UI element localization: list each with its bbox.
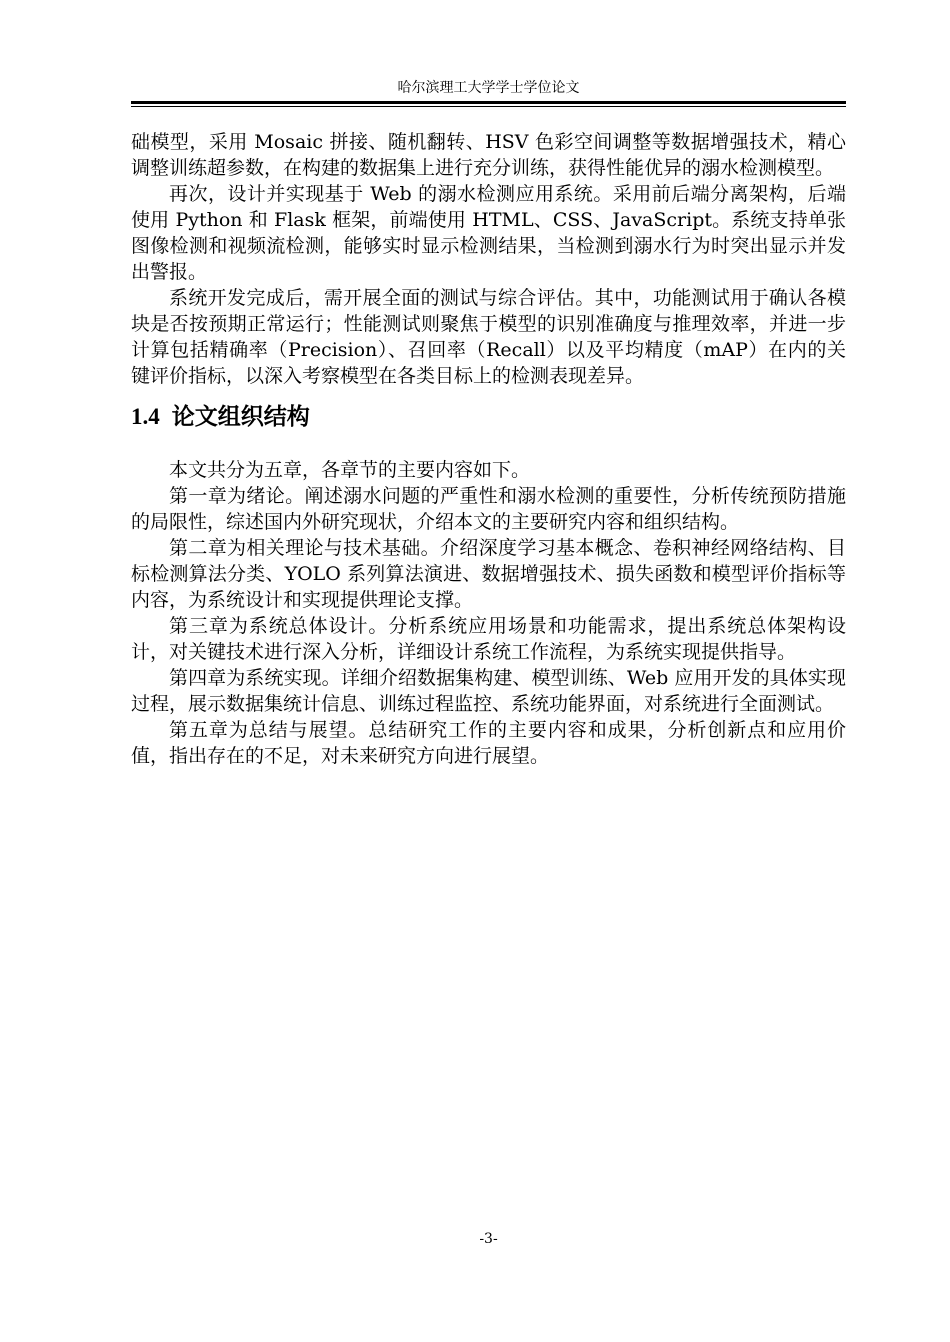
paragraph-chapter-4: 第四章为系统实现。详细介绍数据集构建、模型训练、Web 应用开发的具体实现过程，展示数据集统计信息、训练过程监控、系统功能界面，对系统进行全面测试。 xyxy=(131,667,846,715)
section-heading xyxy=(131,399,846,435)
header-rule-thick xyxy=(131,101,846,104)
paragraph-testing: 系统开发完成后，需开展全面的测试与综合评估。其中，功能测试用于确认各模块是否按预期正常运行；性能测试则聚焦于模型的识别准确度与推理效率，并进一步计算包括精确率（Precision）、召回率（Recall）以及平均精度（mAP）在内的关键评价指标，以深入考察模型在各类目标上的检测表现差异。 xyxy=(131,287,846,387)
section-title: 论文组织结构 xyxy=(171,404,310,430)
paragraph-chapter-3: 第三章为系统总体设计。分析系统应用场景和功能需求，提出系统总体架构设计，对关键技术进行深入分析，详细设计系统工作流程，为系统实现提供指导。 xyxy=(131,615,846,663)
header-rule-thin xyxy=(131,106,846,107)
paragraph-continued: 础模型，采用 Mosaic 拼接、随机翻转、HSV 色彩空间调整等数据增强技术，精心调整训练超参数，在构建的数据集上进行充分训练，获得性能优异的溺水检测模型。 xyxy=(131,131,846,179)
paragraph-chapter-5: 第五章为总结与展望。总结研究工作的主要内容和成果，分析创新点和应用价值，指出存在的不足，对未来研究方向进行展望。 xyxy=(131,719,846,767)
paragraph-overview: 本文共分为五章，各章节的主要内容如下。 xyxy=(169,459,531,481)
section-number: 1.4 xyxy=(131,404,160,429)
body-text xyxy=(131,129,846,769)
page-number: -3- xyxy=(479,1231,498,1247)
paragraph-chapter-2: 第二章为相关理论与技术基础。介绍深度学习基本概念、卷积神经网络结构、目标检测算法分类、YOLO 系列算法演进、数据增强技术、损失函数和模型评价指标等内容，为系统设计和实现提供理论支撑。 xyxy=(131,537,846,611)
running-header-title: 哈尔滨理工大学学士学位论文 xyxy=(397,80,580,96)
paragraph-web-system: 再次，设计并实现基于 Web 的溺水检测应用系统。采用前后端分离架构，后端使用 Python 和 Flask 框架，前端使用 HTML、CSS、JavaScript。系统支持单张图像检测和视频流检测，能够实时显示检测结果，当检测到溺水行为时突出显示并发出警报。 xyxy=(131,183,846,283)
paragraph-chapter-1: 第一章为绪论。阐述溺水问题的严重性和溺水检测的重要性，分析传统预防措施的局限性，综述国内外研究现状，介绍本文的主要研究内容和组织结构。 xyxy=(131,485,846,533)
